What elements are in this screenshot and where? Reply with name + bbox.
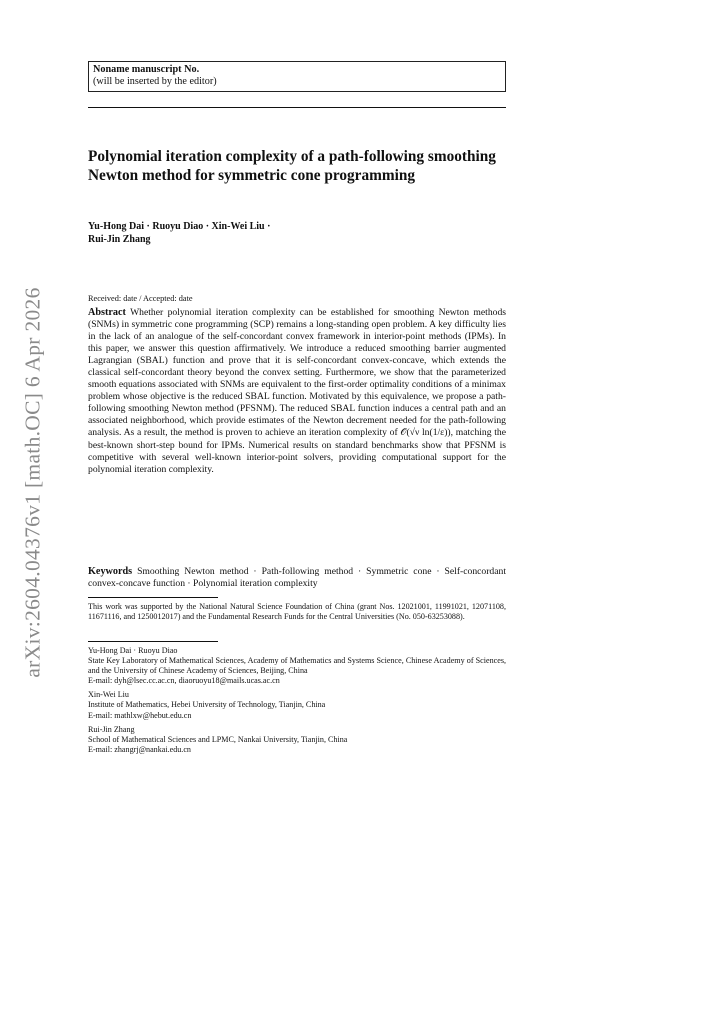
affiliation-block [88, 690, 506, 720]
affiliation-institution: Institute of Mathematics, Hebei University of Technology, Tianjin, China [88, 700, 326, 710]
abstract-label: Abstract [88, 307, 126, 318]
abstract-complexity-formula: 𝒪(√ν ln(1/ε)) [400, 427, 451, 439]
header-rule [88, 107, 506, 108]
abstract-body-end: , matching the best-known short-step bound for IPMs. Numerical results on standard benchmarks show that PFSNM is competitive with several well-known interior-point solvers, providing computational support for the polynomial iteration complexity. [88, 427, 506, 475]
keywords-label: Keywords [88, 566, 133, 577]
affiliation-block [88, 725, 506, 755]
authors-line-1: Yu-Hong Dai · Ruoyu Diao · Xin-Wei Liu · [88, 221, 271, 232]
affiliation-email: E-mail: dyh@lsec.cc.ac.cn, diaoruoyu18@mails.ucas.ac.cn [88, 676, 280, 686]
paper-page [88, 61, 507, 754]
author-list [88, 220, 506, 246]
affiliation-block [88, 646, 506, 686]
manuscript-number-title: Noname manuscript No. [93, 64, 200, 75]
affiliation-rule [88, 641, 218, 642]
arxiv-identifier-text: arXiv:2604.04376v1 [math.OC] 6 Apr 2026 [20, 287, 45, 678]
authors-line-2: Rui-Jin Zhang [88, 234, 151, 245]
affiliation-institution: State Key Laboratory of Mathematical Sciences, Academy of Mathematics and Systems Science, Chinese Academy of Sciences, and the University of Chinese Academy of Sciences, Beijing, China [88, 656, 506, 676]
affiliation-institution: School of Mathematical Sciences and LPMC, Nankai University, Tianjin, China [88, 734, 348, 744]
manuscript-number-note: (will be inserted by the editor) [93, 76, 217, 87]
received-date: Received: date / Accepted: date [88, 294, 193, 303]
affiliation-names: Yu-Hong Dai · Ruoyu Diao [88, 646, 178, 655]
abstract-body: Whether polynomial iteration complexity can be established for smoothing Newton methods (SNMs) in symmetric cone programming (SCP) remains a long-standing open problem. A key difficulty lies in the lack of an analogue of the self-concordant convex framework in interior-point methods (IPMs). In this paper, we answer this question affirmatively. We introduce a reduced smoothing barrier augmented Lagrangian (SBAL) function and prove that it is self-concordant convex-concave, which extends the classical self-concordant theory beyond the convex setting. Furthermore, we show that the parameterized smooth equations associated with SNMs are equivalent to the first-order optimality conditions of a minimax problem whose objective is the reduced SBAL function. Motivated by this equivalence, we propose a path-following smoothing Newton method (PFSNM). The reduced SBAL function induces a central path and an associated neighborhood, which provide estimates of the Newton decrement needed for the path-following analysis. As a result, the method is proven to achieve an iteration complexity of [88, 307, 507, 439]
keywords-body: Smoothing Newton method · Path-following method · Symmetric cone · Self-concordant convex-concave function · Polynomial iteration complexity [88, 566, 506, 590]
affiliation-names: Rui-Jin Zhang [88, 724, 135, 734]
affiliation-names: Xin-Wei Liu [88, 690, 129, 700]
keywords [88, 566, 506, 590]
footnote-rule [88, 597, 218, 598]
affiliations [88, 646, 506, 759]
paper-title: Polynomial iteration complexity of a path-following smoothing Newton method for symmetric cone programming [88, 148, 496, 184]
affiliation-email: E-mail: mathlxw@hebut.edu.cn [88, 710, 192, 720]
arxiv-identifier-stamp [12, 287, 54, 678]
funding-note: This work was supported by the National Natural Science Foundation of China (grant Nos. 12021001, 11991021, 12071108, 11671116, and 1250012017) and the Fundamental Research Funds for the Central Universities (No. 050-63253088). [88, 602, 506, 622]
affiliation-email: E-mail: zhangrj@nankai.edu.cn [88, 744, 191, 754]
manuscript-number-box [88, 61, 506, 92]
abstract [88, 307, 506, 476]
